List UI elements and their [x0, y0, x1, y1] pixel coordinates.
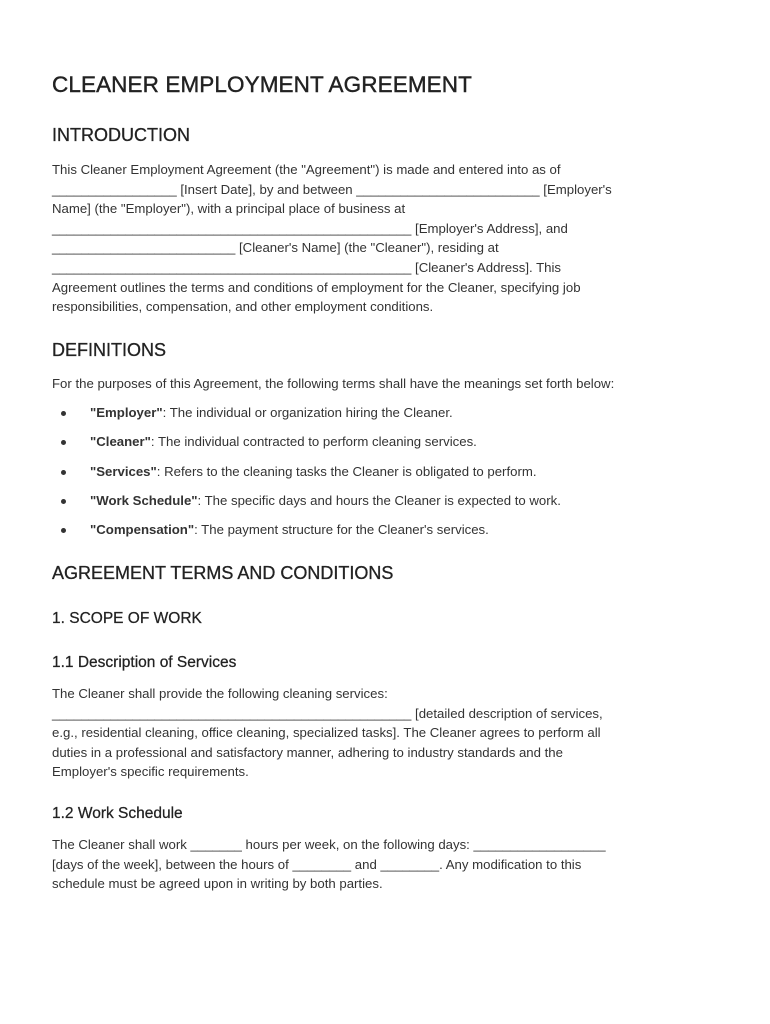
document-title: CLEANER EMPLOYMENT AGREEMENT [52, 72, 472, 97]
term: "Employer" [90, 405, 163, 420]
bullet-icon [61, 470, 66, 475]
list-item [52, 493, 561, 522]
bullet-icon [61, 411, 66, 416]
section-1-1-heading: 1.1 Description of Services [52, 654, 237, 671]
term: "Services" [90, 463, 157, 479]
text-line: e.g., residential cleaning, office cleaning, specialized tasks]. The Cleaner agrees to perform all [52, 725, 601, 741]
term: "Work Schedule" [90, 492, 198, 508]
text-line: Agreement outlines the terms and conditions of employment for the Cleaner, specifying job [52, 279, 581, 295]
list-item [52, 522, 561, 551]
list-item [52, 464, 561, 493]
terms-heading: AGREEMENT TERMS AND CONDITIONS [52, 563, 394, 583]
text-line: _________________ [Insert Date], by and between _________________________ [Employer's [52, 181, 612, 197]
list-item [52, 434, 561, 463]
definition: : The individual or organization hiring the Cleaner. [162, 405, 453, 420]
section-1-heading: 1. SCOPE OF WORK [52, 610, 202, 627]
definitions-intro: For the purposes of this Agreement, the following terms shall have the meanings set forth below: [52, 376, 615, 391]
definitions-list [52, 405, 561, 551]
definitions-heading: DEFINITIONS [52, 340, 167, 360]
text-line: [days of the week], between the hours of ________ and ________. Any modification to this [52, 856, 582, 872]
introduction-heading: INTRODUCTION [52, 125, 190, 145]
text-line: The Cleaner shall work _______ hours per week, on the following days: __________________ [52, 837, 606, 852]
text-line: _________________________________________________ [Employer's Address], and [52, 220, 568, 236]
text-line: responsibilities, compensation, and other employment conditions. [52, 299, 434, 315]
bullet-icon [61, 528, 66, 533]
text-line: _________________________________________________ [detailed description of services, [52, 705, 603, 721]
text-line: _________________________________________________ [Cleaner's Address]. This [52, 259, 561, 275]
term: "Cleaner" [90, 434, 151, 450]
text-line: The Cleaner shall provide the following cleaning services: [52, 686, 388, 701]
section-1-1-paragraph [52, 684, 603, 782]
bullet-icon [61, 440, 66, 445]
definition: : The payment structure for the Cleaner's services. [194, 522, 489, 538]
text-line: This Cleaner Employment Agreement (the "Agreement") is made and entered into as of [52, 162, 561, 177]
list-item [52, 405, 561, 434]
text-line: schedule must be agreed upon in writing by both parties. [52, 876, 383, 892]
text-line: _________________________ [Cleaner's Name] (the "Cleaner"), residing at [52, 240, 499, 256]
introduction-paragraph [52, 160, 612, 317]
section-1-2-paragraph [52, 835, 606, 894]
text-line: Employer's specific requirements. [52, 764, 249, 780]
text-line: Name] (the "Employer"), with a principal place of business at [52, 201, 406, 217]
definition: : The individual contracted to perform cleaning services. [150, 434, 477, 450]
term: "Compensation" [90, 522, 195, 538]
definition: : Refers to the cleaning tasks the Cleaner is obligated to perform. [156, 463, 537, 479]
section-1-2-heading: 1.2 Work Schedule [52, 805, 183, 822]
definition: : The specific days and hours the Cleaner is expected to work. [197, 492, 561, 508]
text-line: duties in a professional and satisfactory manner, adhering to industry standards and the [52, 744, 563, 760]
bullet-icon [61, 499, 66, 504]
